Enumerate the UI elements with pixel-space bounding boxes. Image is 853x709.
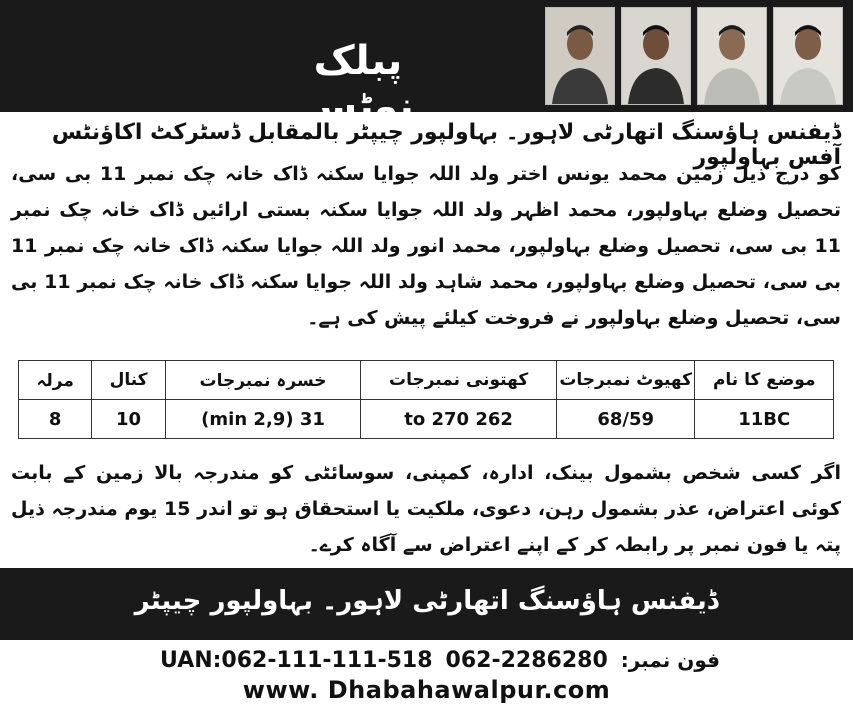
notice-title: پبلک نوٹس	[302, 38, 414, 130]
notice-paragraph-2: اگر کسی شخص بشمول بینک، ادارہ، کمپنی، سوسائٹی کو مندرجہ بالا زمین کے بابت کوئی اعتراض، عذر بشمول رہن، دعوی، ملکیت یا استحقاق ہو تو اندر 15 یوم مندرجہ ذیل پتہ یا فون نمبر پر رابطہ کر کے اپنے اعتراض سے آگاہ کرے۔	[11, 462, 841, 556]
table-header-cell: مرلہ	[19, 361, 92, 400]
footer-band	[0, 568, 853, 640]
website-link[interactable]: www. Dhabahawalpur.com	[242, 676, 611, 704]
table-cell: 68/59	[556, 400, 695, 439]
phone-label: فون نمبر:	[620, 648, 720, 672]
table-header-cell: کنال	[92, 361, 165, 400]
table-header-cell: خسرہ نمبرجات	[165, 361, 361, 400]
person-photo-1	[545, 7, 615, 105]
land-details-table	[18, 360, 834, 439]
notice-subheading: ڈیفنس ہاؤسنگ اتھارٹی لاہور۔ بہاولپور چیپٹر بالمقابل ڈسٹرکٹ اکاؤنٹس آفس بہاولپور	[51, 120, 841, 170]
photo-strip	[545, 7, 843, 105]
footer-org-name: ڈیفنس ہاؤسنگ اتھارٹی لاہور۔ بہاولپور چیپٹر	[134, 586, 719, 616]
phone-number: 062-2286280	[445, 647, 608, 673]
table-header-cell: کھیوٹ نمبرجات	[556, 361, 695, 400]
person-photo-icon	[774, 8, 842, 104]
person-photo-3	[697, 7, 767, 105]
table-cell: 262 to 270	[361, 400, 557, 439]
table-header-cell: کھتونی نمبرجات	[361, 361, 557, 400]
table-cell: 8	[19, 400, 92, 439]
person-photo-icon	[698, 8, 766, 104]
notice-paragraph-1: کو درج ذیل زمین محمد یونس اختر ولد اللہ جوایا سکنہ ڈاک خانہ چک نمبر 11 بی سی، تحصیل وضلع بہاولپور، محمد اظہر ولد اللہ جوایا سکنہ بستی ارائیں ڈاک خانہ چک نمبر 11 بی سی، تحصیل وضلع بہاولپور، محمد انور ولد اللہ جوایا سکنہ ڈاک خانہ چک نمبر 11 بی سی، تحصیل وضلع بہاولپور، محمد شاہد ولد اللہ جوایا سکنہ ڈاک خانہ چک نمبر 11 بی سی، تحصیل وضلع بہاولپور نے فروخت کیلئے پیش کی ہے۔	[11, 163, 841, 329]
table-row	[19, 400, 834, 439]
person-photo-4	[773, 7, 843, 105]
table-header-row	[19, 361, 834, 400]
table-cell: 11BC	[695, 400, 834, 439]
uan-number: UAN:062-111-111-518	[160, 647, 433, 673]
table-header-cell: موضع کا نام	[695, 361, 834, 400]
person-photo-2	[621, 7, 691, 105]
notice-header	[0, 0, 853, 130]
person-photo-icon	[546, 8, 614, 104]
person-photo-icon	[622, 8, 690, 104]
table-cell: 10	[92, 400, 165, 439]
contact-numbers	[160, 646, 720, 674]
table-cell: 31 (2,9 min)	[165, 400, 361, 439]
notice-footer	[0, 568, 853, 709]
